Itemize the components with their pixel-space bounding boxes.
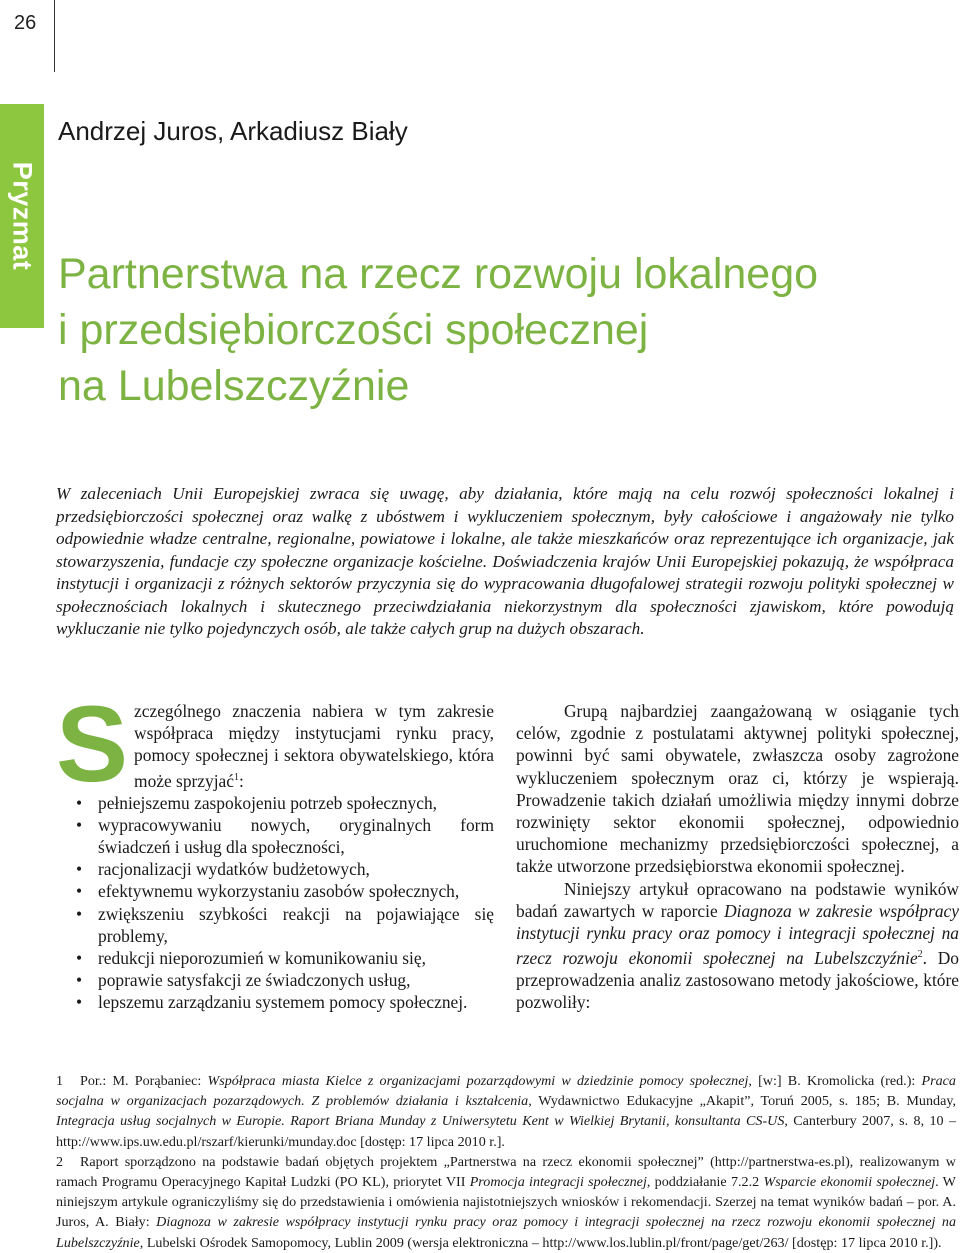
footnotes — [56, 1071, 956, 1253]
fn1-text-d: Praca socjalna w organizacjach pozarządowych. Z problemów działania i kształcenia — [56, 1073, 956, 1110]
footnote-number: 1 — [56, 1073, 64, 1089]
article-title-line-3: na Lubelszczyźnie — [58, 362, 410, 410]
body-paragraph-1: Grupą najbardziej zaangażowaną w osiąganie tych celów, zgodnie z postulatami aktywnej polityki społecznej, powinni być sami obywatele, zwłaszcza osoby zagrożone wykluczeniem społecznym oraz ci, którzy je wspierają. Prowadzenie takich działań umożliwia między innymi dobrze rozwinięty sektor ekonomii społecznej, odpowiednio uruchomione mechanizmy przedsiębiorczości społecznej, a także utworzone przedsiębiorstwa ekonomii społecznej. — [516, 701, 959, 877]
fn2-text-f: Diagnoza w zakresie współpracy instytucji rynku pracy oraz pomocy i integracji społecznej na rzecz rozwoju ekonomii społecznej na Lubelszczyźnie — [56, 1214, 956, 1251]
footnote-ref-1: 1 — [234, 771, 239, 783]
header-divider — [54, 0, 55, 72]
list-item: • zwiększeniu szybkości reakcji na pojawiające się problemy, — [58, 903, 494, 947]
fn2-text-d: Wsparcie ekonomii społecznej — [763, 1174, 936, 1191]
article-title-line-1: Partnerstwa na rzecz rozwoju lokalnego — [58, 250, 819, 298]
list-item: • redukcji nieporozumień w komunikowaniu się, — [58, 947, 494, 969]
footnote-number: 2 — [56, 1153, 64, 1170]
intro-text: zczególnego znaczenia nabiera w tym zakresie współpraca między instytucjami rynku pracy, pomocy społecznej i sektora obywatelskiego, która może sprzyjać — [134, 701, 494, 791]
list-item: • poprawie satysfakcji ze świadczonych usług, — [58, 969, 494, 991]
footnote-2 — [56, 1152, 956, 1253]
intro-end: : — [239, 770, 244, 791]
footnote-1 — [56, 1071, 956, 1152]
benefits-list — [58, 792, 494, 1014]
list-item: • pełniejszemu zaspokojeniu potrzeb społecznych, — [58, 792, 494, 814]
list-item: • racjonalizacji wydatków budżetowych, — [58, 858, 494, 880]
footnote-ref-2: 2 — [917, 949, 923, 961]
list-item: • wypracowywaniu nowych, oryginalnych form świadczeń i usług dla społeczności, — [58, 814, 494, 858]
section-side-tab — [0, 104, 44, 328]
p2-start: Niniejszy artykuł opracowano na podstawie wyników badań zawartych w raporcie — [516, 878, 959, 921]
right-column — [516, 700, 959, 1014]
drop-cap: S — [56, 683, 129, 804]
list-item: • efektywnemu wykorzystaniu zasobów społecznych, — [58, 880, 494, 902]
page-number: 26 — [14, 12, 37, 34]
fn1-text-f: Integracja usług socjalnych w Europie. Raport Briana Munday z Uniwersytetu Kent w Wielkiej Brytanii, konsultanta CS-US — [56, 1113, 785, 1130]
fn1-text-g: , Canterbury 2007, s. 8, 10 – http://www.ips.uw.edu.pl/rszarf/kierunki/munday.doc [dostęp: 17 lipca 2010 r.]. — [56, 1113, 956, 1150]
article-title — [58, 246, 948, 414]
section-side-tab-label: Pryzmat — [7, 161, 38, 271]
list-item: • lepszemu zarządzaniu systemem pomocy społecznej. — [58, 991, 494, 1013]
fn1-text-e: , Wydawnictwo Edukacyjne „Akapit”, Toruń 2005, s. 185; B. Munday, — [528, 1093, 956, 1110]
fn2-text-b: Promocja integracji społecznej — [469, 1174, 647, 1191]
fn1-text-a: Por.: M. Porąbaniec: — [80, 1073, 208, 1089]
article-title-line-2: i przedsiębiorczości społecznej — [58, 306, 649, 354]
article-authors: Andrzej Juros, Arkadiusz Biały — [58, 116, 408, 146]
fn2-text-c: , poddziałanie 7.2.2 — [646, 1174, 764, 1191]
article-lead: W zaleceniach Unii Europejskiej zwraca się uwagę, aby działania, które mają na celu rozwój społeczności lokalnej i przedsiębiorczości społecznej oraz walkę z ubóstwem i wykluczeniem społecznym, były całościowe i angażowały nie tylko odpowiednie władze centralne, regionalne, powiatowe i lokalne, ale także mieszkańców oraz reprezentujące ich organizacje, jak stowarzyszenia, fundacje czy społeczne organizacje kościelne. Doświadczenia krajów Unii Europejskiej pokazują, że współpraca instytucji i organizacji z różnych sektorów przyczynia się do wypracowania długofalowej strategii rozwoju polityki społecznej w społecznościach lokalnych i skutecznego przeciwdziałania niekorzystnym dla społeczności zjawiskom, które powodują wykluczanie nie tylko pojedynczych osób, ale także całych grup na dużych obszarach. — [56, 484, 954, 638]
p2-end: . Do przeprowadzenia analiz zastosowano metody jakościowe, które pozwoliły: — [516, 948, 959, 1013]
fn2-text-e: . W niniejszym artykule ograniczyliśmy się do przedstawienia i omówienia najistotniejszych wniosków i rekomendacji. Szerzej na temat wyników badań – por. A. Juros, A. Biały: — [56, 1174, 956, 1231]
fn1-text-c: , [w:] B. Kromolicka (red.): — [748, 1073, 922, 1089]
fn1-text-b: Współpraca miasta Kielce z organizacjami pozarządowymi w dziedzinie pomocy społecznej — [207, 1073, 749, 1089]
report-title: Diagnoza w zakresie współpracy instytucji rynku pracy oraz pomocy i integracji społecznej na rzecz rozwoju ekonomii społecznej na Lubelszczyźnie — [516, 900, 959, 969]
fn2-text-g: , Lubelski Ośrodek Samopomocy, Lublin 2009 (wersja elektroniczna – http://www.los.lublin.pl/front/page/get/263/ [dostęp: 17 lipca 2010 r.]). — [139, 1234, 942, 1251]
left-column — [56, 683, 494, 1014]
fn2-text-a: Raport sporządzono na podstawie badań objętych projektem „Partnerstwa na rzecz ekonomii społecznej” (http://partnerstwa-es.pl), realizowanym w ramach Programu Operacyjnego Kapitał Ludzki (PO KL), priorytet VII — [56, 1153, 956, 1191]
body-paragraph-2 — [516, 878, 959, 1014]
